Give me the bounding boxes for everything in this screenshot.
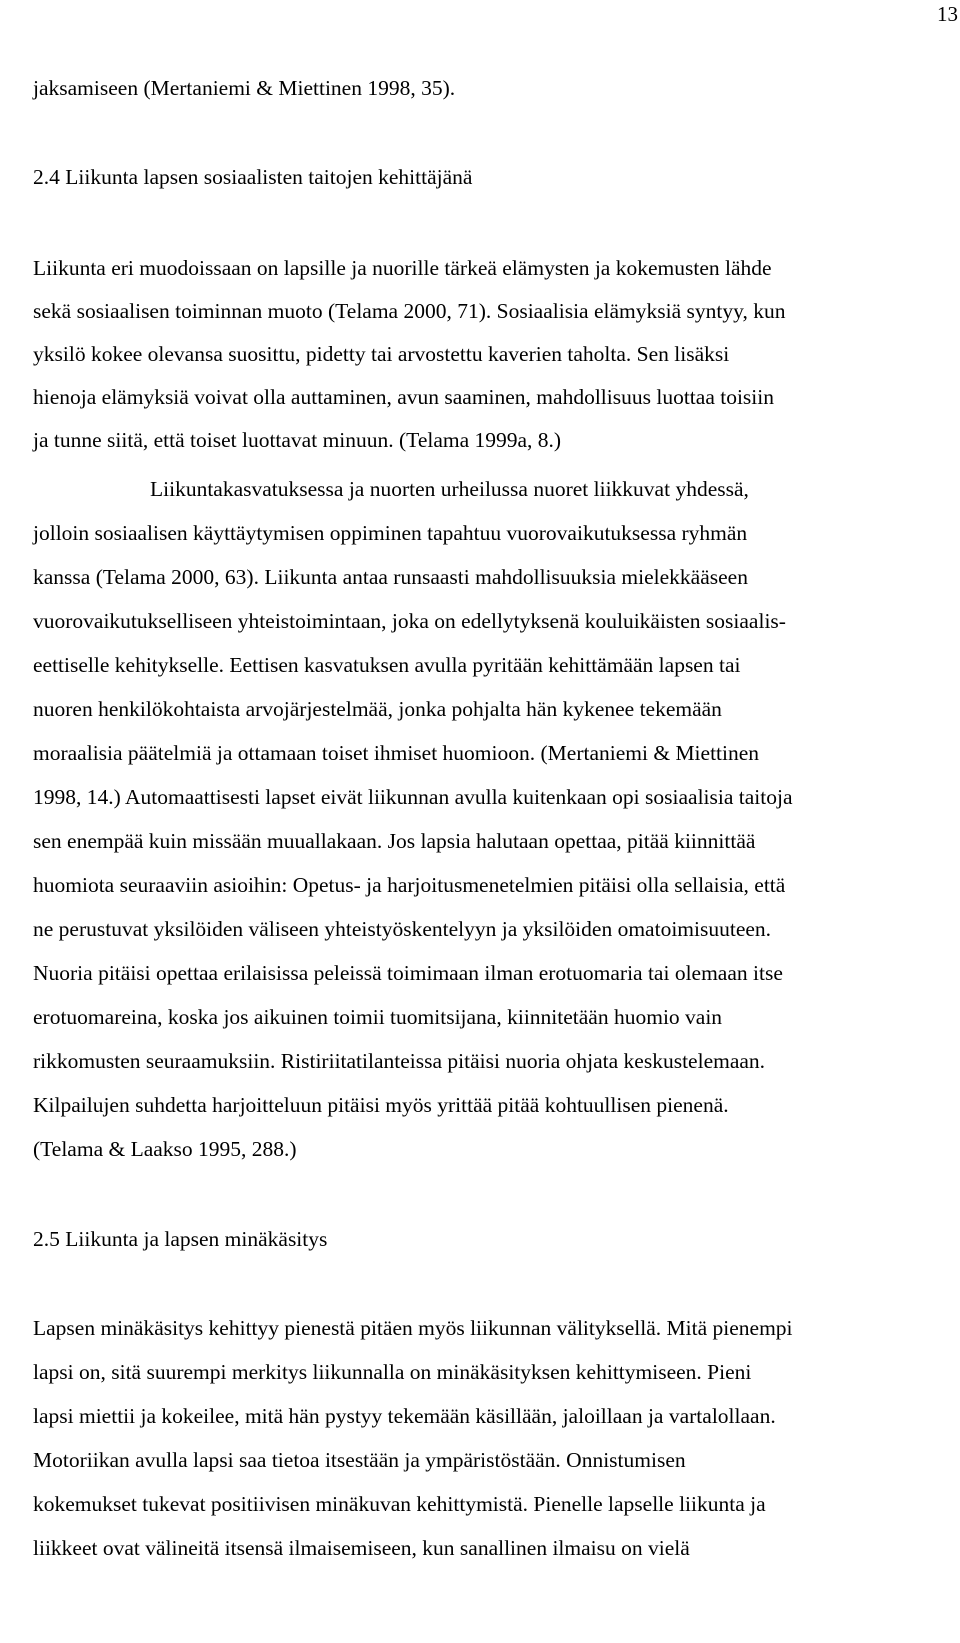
paragraph-line: ja tunne siitä, että toiset luottavat minuun. (Telama 1999a, 8.) (33, 428, 562, 452)
paragraph-line: 1998, 14.) Automaattisesti lapset eivät liikunnan avulla kuitenkaan opi sosiaalisia taitoja (33, 785, 793, 809)
paragraph-line: sen enempää kuin missään muuallakaan. Jos lapsia halutaan opettaa, pitää kiinnittää (33, 829, 756, 853)
paragraph-line: Nuoria pitäisi opettaa erilaisissa peleissä toimimaan ilman erotuomaria tai olemaan itse (33, 961, 783, 985)
paragraph-line: kanssa (Telama 2000, 63). Liikunta antaa runsaasti mahdollisuuksia mielekkääseen (33, 565, 748, 589)
paragraph-line: huomiota seuraaviin asioihin: Opetus- ja harjoitusmenetelmien pitäisi olla sellaisia, että (33, 873, 786, 897)
paragraph-line: sekä sosiaalisen toiminnan muoto (Telama 2000, 71). Sosiaalisia elämyksiä syntyy, kun (33, 299, 786, 323)
paragraph-line: Kilpailujen suhdetta harjoitteluun pitäisi myös yrittää pitää kohtuullisen pienenä. (33, 1093, 729, 1117)
paragraph-line: kokemukset tukevat positiivisen minäkuvan kehittymistä. Pienelle lapselle liikunta ja (33, 1492, 766, 1516)
paragraph-line: vuorovaikutukselliseen yhteistoimintaan, joka on edellytyksenä kouluikäisten sosiaalis- (33, 609, 786, 633)
paragraph-line: ne perustuvat yksilöiden väliseen yhteistyöskentelyyn ja yksilöiden omatoimisuuteen. (33, 917, 772, 941)
page-number: 13 (937, 2, 958, 26)
paragraph-line: yksilö kokee olevansa suosittu, pidetty tai arvostettu kaverien taholta. Sen lisäksi (33, 342, 730, 366)
paragraph-line: liikkeet ovat välineitä itsensä ilmaisemiseen, kun sanallinen ilmaisu on vielä (33, 1536, 690, 1560)
text-line: jaksamiseen (Mertaniemi & Miettinen 1998, 35). (33, 76, 456, 100)
paragraph-line: moraalisia päätelmiä ja ottamaan toiset ihmiset huomioon. (Mertaniemi & Miettinen (33, 741, 760, 765)
paragraph-line: hienoja elämyksiä voivat olla auttaminen, avun saaminen, mahdollisuus luottaa toisiin (33, 385, 774, 409)
paragraph-line: lapsi miettii ja kokeilee, mitä hän pystyy tekemään käsillään, jaloillaan ja vartalollaan. (33, 1404, 776, 1428)
paragraph-line: nuoren henkilökohtaista arvojärjestelmää, jonka pohjalta hän kykenee tekemään (33, 697, 722, 721)
section-heading: 2.4 Liikunta lapsen sosiaalisten taitojen kehittäjänä (33, 165, 473, 189)
paragraph-line: Liikunta eri muodoissaan on lapsille ja nuorille tärkeä elämysten ja kokemusten lähde (33, 256, 772, 280)
paragraph-line: Motoriikan avulla lapsi saa tietoa itsestään ja ympäristöstään. Onnistumisen (33, 1448, 686, 1472)
paragraph-line: rikkomusten seuraamuksiin. Ristiriitatilanteissa pitäisi nuoria ohjata keskustelemaan. (33, 1049, 766, 1073)
paragraph-line: Liikuntakasvatuksessa ja nuorten urheilussa nuoret liikkuvat yhdessä, (150, 477, 749, 501)
paragraph-line: eettiselle kehitykselle. Eettisen kasvatuksen avulla pyritään kehittämään lapsen tai (33, 653, 741, 677)
paragraph-line: lapsi on, sitä suurempi merkitys liikunnalla on minäkäsityksen kehittymiseen. Pieni (33, 1360, 752, 1384)
paragraph-line: Lapsen minäkäsitys kehittyy pienestä pitäen myös liikunnan välityksellä. Mitä pienempi (33, 1316, 793, 1340)
paragraph-line: jolloin sosiaalisen käyttäytymisen oppiminen tapahtuu vuorovaikutuksessa ryhmän (33, 521, 748, 545)
section-heading: 2.5 Liikunta ja lapsen minäkäsitys (33, 1227, 328, 1251)
paragraph-line: (Telama & Laakso 1995, 288.) (33, 1137, 297, 1161)
paragraph-line: erotuomareina, koska jos aikuinen toimii tuomitsijana, kiinnitetään huomio vain (33, 1005, 723, 1029)
